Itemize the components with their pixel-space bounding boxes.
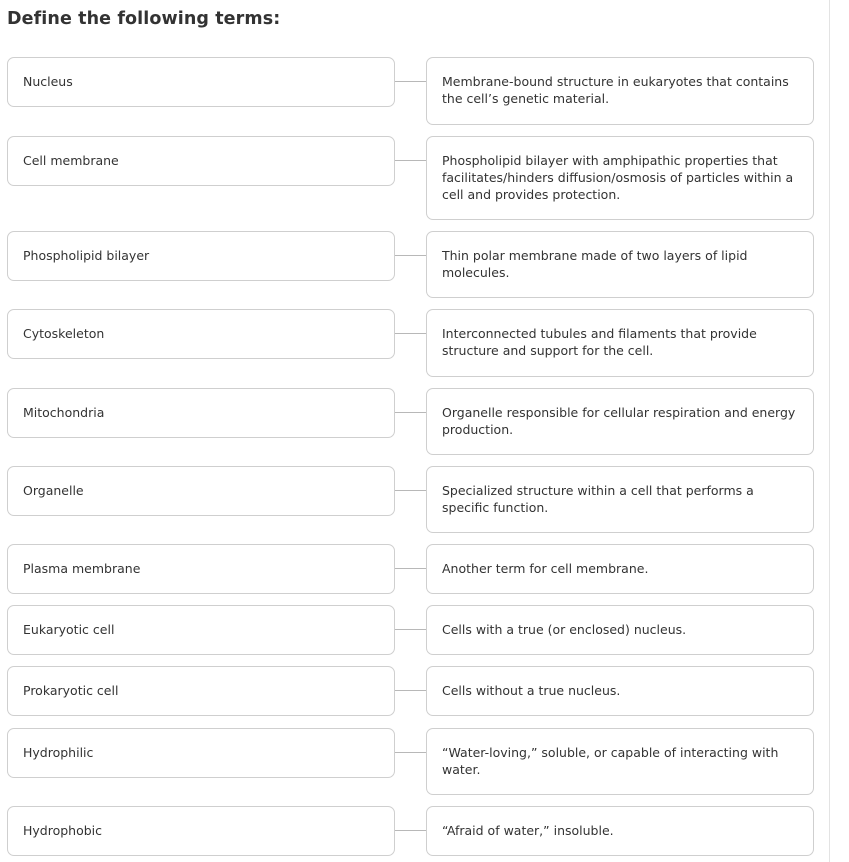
term-box[interactable] xyxy=(7,231,395,281)
connector-line xyxy=(395,568,426,569)
connector-line xyxy=(395,333,426,334)
term-box[interactable] xyxy=(7,544,395,594)
definition-box[interactable]: Cells with a true (or enclosed) nucleus. xyxy=(426,605,814,655)
definition-box[interactable]: Organelle responsible for cellular respiration and energy production. xyxy=(426,388,814,455)
connector-line xyxy=(395,629,426,630)
term-box[interactable] xyxy=(7,806,395,856)
connector-line xyxy=(395,160,426,161)
connector-line xyxy=(395,412,426,413)
term-box[interactable] xyxy=(7,309,395,359)
definition-box[interactable]: Thin polar membrane made of two layers of lipid molecules. xyxy=(426,231,814,298)
connector-line xyxy=(395,81,426,82)
definition-box[interactable]: Interconnected tubules and filaments that provide structure and support for the cell. xyxy=(426,309,814,377)
term-box[interactable] xyxy=(7,388,395,438)
term-label: Cell membrane xyxy=(23,153,119,168)
term-label: Cytoskeleton xyxy=(23,326,105,341)
term-label: Prokaryotic cell xyxy=(23,683,119,698)
connector-line xyxy=(395,490,426,491)
definition-box[interactable]: Cells without a true nucleus. xyxy=(426,666,814,716)
definition-box[interactable]: “Afraid of water,” insoluble. xyxy=(426,806,814,856)
definition-box[interactable]: Another term for cell membrane. xyxy=(426,544,814,594)
term-box[interactable] xyxy=(7,605,395,655)
connector-line xyxy=(395,752,426,753)
term-label: Hydrophobic xyxy=(23,823,103,838)
term-box[interactable] xyxy=(7,136,395,186)
term-label: Plasma membrane xyxy=(23,561,141,576)
connector-line xyxy=(395,255,426,256)
term-label: Phospholipid bilayer xyxy=(23,248,150,263)
definition-box[interactable]: “Water-loving,” soluble, or capable of interacting with water. xyxy=(426,728,814,795)
term-label: Hydrophilic xyxy=(23,745,94,760)
page-title: Define the following terms: xyxy=(7,9,281,29)
connector-line xyxy=(395,830,426,831)
term-label: Organelle xyxy=(23,483,84,498)
term-box[interactable] xyxy=(7,666,395,716)
term-label: Mitochondria xyxy=(23,405,105,420)
definition-box[interactable]: Membrane-bound structure in eukaryotes that contains the cell’s genetic material. xyxy=(426,57,814,125)
term-label: Nucleus xyxy=(23,74,73,89)
definition-box[interactable]: Phospholipid bilayer with amphipathic properties that facilitates/hinders diffusion/osmosis of particles within a cell and provides protection. xyxy=(426,136,814,220)
term-box[interactable] xyxy=(7,466,395,516)
term-box[interactable] xyxy=(7,57,395,107)
connector-line xyxy=(395,690,426,691)
term-label: Eukaryotic cell xyxy=(23,622,115,637)
term-box[interactable] xyxy=(7,728,395,778)
definition-box[interactable]: Specialized structure within a cell that performs a specific function. xyxy=(426,466,814,533)
